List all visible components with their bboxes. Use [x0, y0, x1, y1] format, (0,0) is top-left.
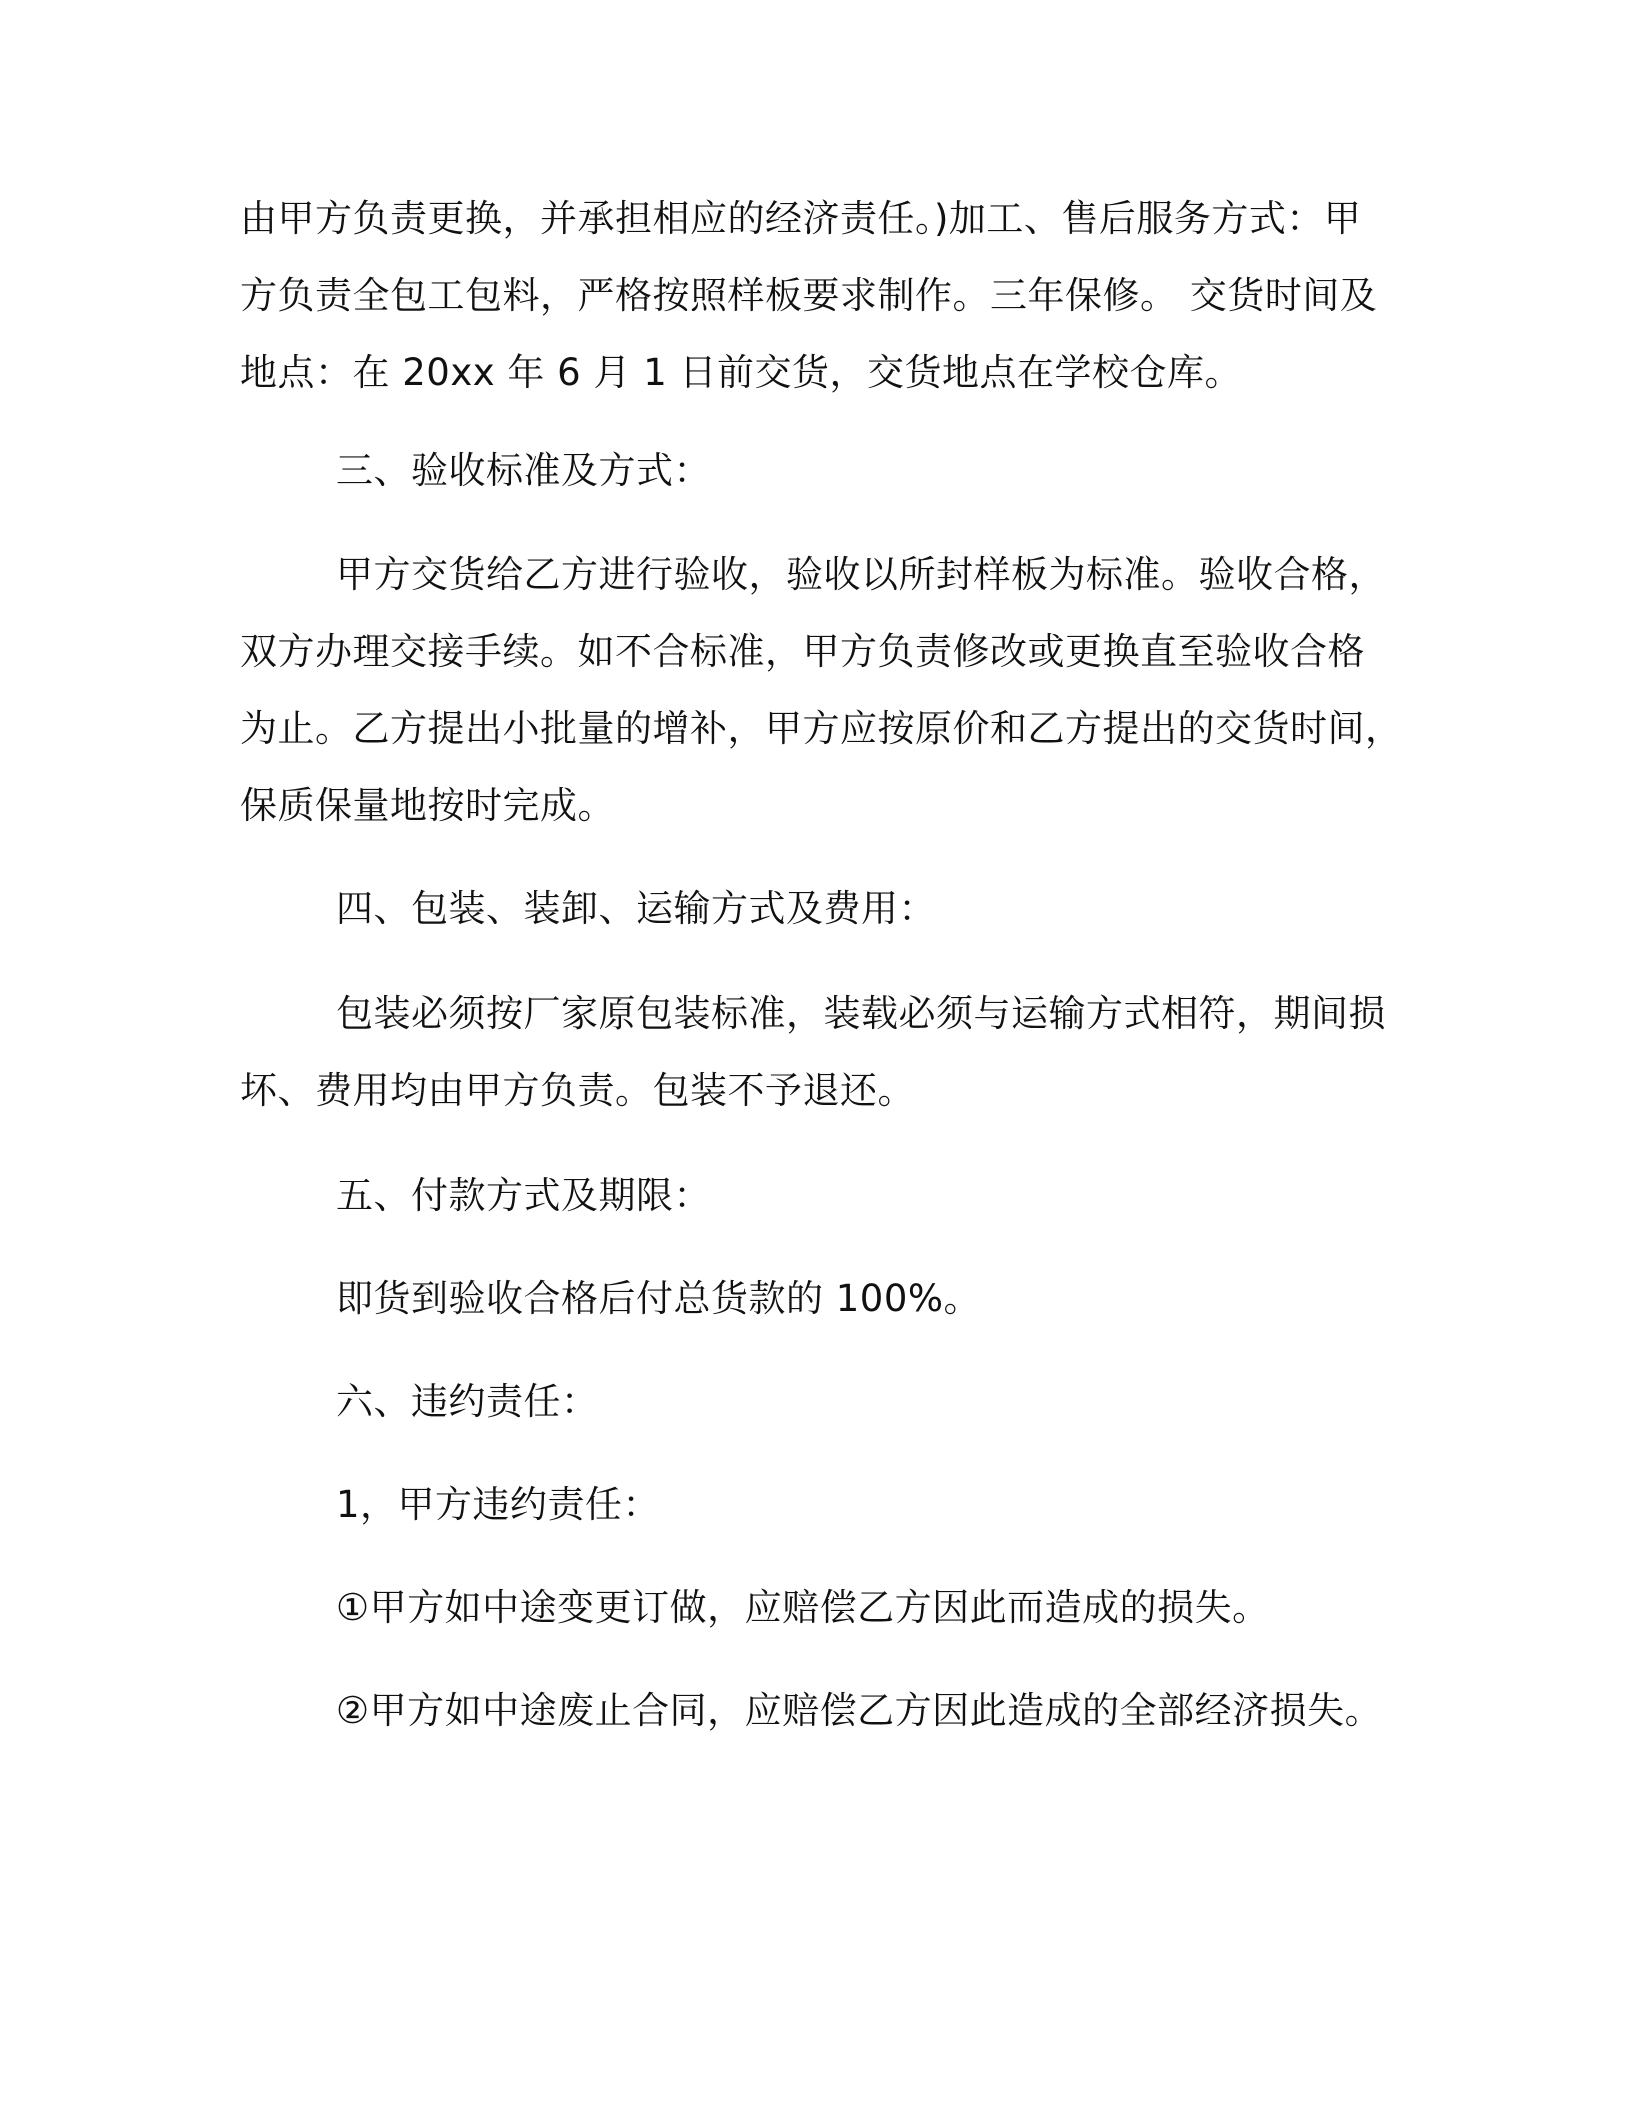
section-3-heading: 三、验收标准及方式：	[336, 449, 711, 492]
section-5-body: 即货到验收合格后付总货款的 100%。	[336, 1277, 982, 1320]
text-line: 为止。乙方提出小批量的增补，甲方应按原价和乙方提出的交货时间，	[240, 707, 1403, 750]
text-line: 甲方交货给乙方进行验收，验收以所封样板为标准。验收合格，	[336, 553, 1386, 596]
subsection-1-heading: 1，甲方违约责任：	[336, 1483, 661, 1526]
section-5-heading: 五、付款方式及期限：	[336, 1174, 711, 1217]
section-4-body	[240, 975, 1386, 1129]
text-line: 保质保量地按时完成。	[240, 784, 615, 827]
section-6-heading: 六、违约责任：	[336, 1380, 599, 1423]
list-item-2: ②甲方如中途废止合同，应赔偿乙方因此造成的全部经济损失。	[336, 1689, 1383, 1732]
text-line: 方负责全包工包料，严格按照样板要求制作。三年保修。 交货时间及	[240, 274, 1378, 317]
section-3-body	[240, 536, 1403, 844]
text-line: 坏、费用均由甲方负责。包装不予退还。	[240, 1069, 915, 1112]
text-line: 地点：在 20xx 年 6 月 1 日前交货，交货地点在学校仓库。	[240, 351, 1243, 394]
paragraph-continuation	[240, 180, 1380, 411]
section-4-heading: 四、包装、装卸、运输方式及费用：	[336, 887, 936, 930]
text-line: 由甲方负责更换，并承担相应的经济责任。)加工、售后服务方式：甲	[240, 197, 1362, 240]
text-line: 包装必须按厂家原包装标准，装载必须与运输方式相符，期间损	[336, 992, 1386, 1035]
list-item-1: ①甲方如中途变更订做，应赔偿乙方因此而造成的损失。	[336, 1586, 1270, 1629]
text-line: 双方办理交接手续。如不合标准，甲方负责修改或更换直至验收合格	[240, 630, 1365, 673]
